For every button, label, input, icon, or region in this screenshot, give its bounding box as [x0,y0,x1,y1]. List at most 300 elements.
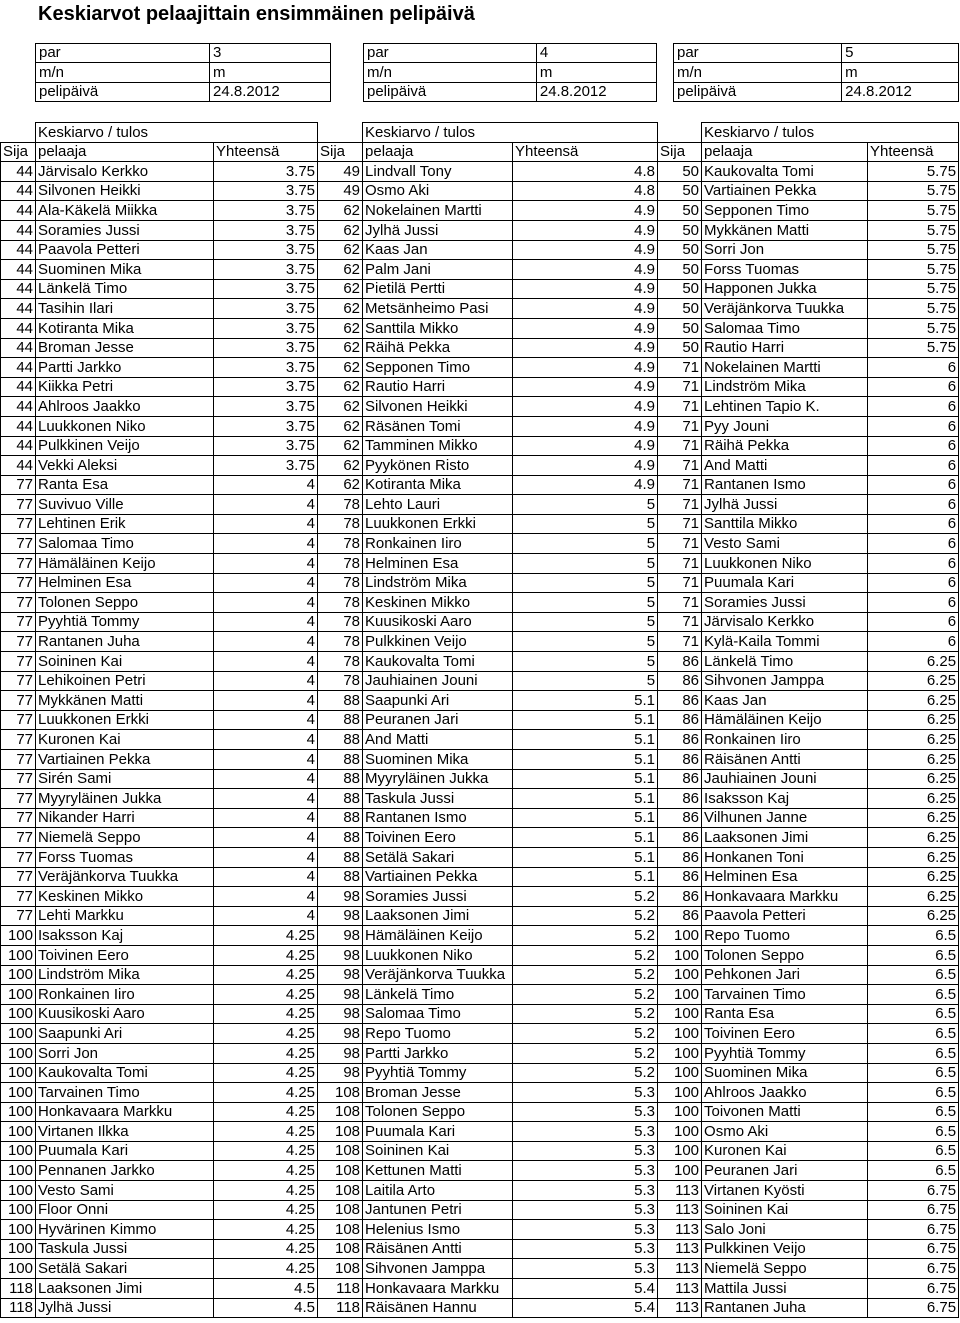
average-cell: 6.25 [868,906,959,926]
meta-value: 5 [842,44,959,63]
table-row [1,201,959,221]
average-cell: 5.75 [868,201,959,221]
table-row [1,945,959,965]
player-cell: Paavola Petteri [36,240,214,260]
rank-cell: 88 [318,808,363,828]
player-cell: Setälä Sakari [36,1259,214,1279]
average-cell: 3.75 [214,416,318,436]
player-cell: Ronkainen Iiro [363,534,513,554]
rank-cell: 78 [318,652,363,672]
average-cell: 5 [513,573,658,593]
average-cell: 5.3 [513,1259,658,1279]
rank-cell: 88 [318,730,363,750]
player-cell: Sorri Jon [702,240,868,260]
player-cell: Nikander Harri [36,808,214,828]
rank-cell: 71 [658,514,702,534]
rank-cell: 100 [658,1141,702,1161]
rank-cell: 100 [1,1083,36,1103]
rank-cell: 98 [318,1004,363,1024]
average-cell: 4.25 [214,965,318,985]
player-cell: Sirén Sami [36,769,214,789]
average-cell: 3.75 [214,220,318,240]
rank-cell: 78 [318,534,363,554]
rank-cell: 98 [318,1043,363,1063]
table-row [1,1181,959,1201]
average-cell: 4.25 [214,1122,318,1142]
table-row [1,534,959,554]
average-cell: 4.5 [214,1279,318,1299]
rank-cell: 98 [318,1024,363,1044]
average-cell: 4.25 [214,1102,318,1122]
player-cell: Sorri Jon [36,1043,214,1063]
average-cell: 3.75 [214,397,318,417]
player-cell: Kaas Jan [702,691,868,711]
player-cell: Myyryläinen Jukka [36,789,214,809]
player-cell: Niemelä Seppo [36,828,214,848]
rank-cell: 78 [318,573,363,593]
group-header-row [1,123,959,143]
rank-cell: 100 [658,1102,702,1122]
average-cell: 6 [868,514,959,534]
player-cell: Sihvonen Jamppa [702,671,868,691]
player-cell: Sepponen Timo [363,358,513,378]
player-cell: Broman Jesse [363,1083,513,1103]
player-cell: Rantanen Juha [36,632,214,652]
rank-cell: 50 [658,240,702,260]
column-header: pelaaja [363,142,513,162]
player-cell: Kaas Jan [363,240,513,260]
table-row [1,377,959,397]
meta-label: pelipäivä [364,82,537,101]
player-cell: Hämäläinen Keijo [363,926,513,946]
table-row [1,652,959,672]
average-cell: 6.75 [868,1239,959,1259]
average-cell: 4.25 [214,1239,318,1259]
player-cell: Niemelä Seppo [702,1259,868,1279]
meta-label: m/n [364,63,537,82]
meta-value: m [842,63,959,82]
average-cell: 5.2 [513,965,658,985]
meta-row [364,82,657,101]
player-cell: Repo Tuomo [363,1024,513,1044]
player-cell: Laaksonen Jimi [702,828,868,848]
average-cell: 5.1 [513,789,658,809]
meta-row [674,44,959,63]
column-header: pelaaja [36,142,214,162]
rank-cell: 62 [318,279,363,299]
meta-row [674,63,959,82]
average-cell: 4.25 [214,985,318,1005]
rank-cell: 100 [1,1004,36,1024]
rank-cell: 77 [1,534,36,554]
player-cell: Jylhä Jussi [36,1298,214,1318]
average-cell: 6 [868,436,959,456]
player-cell: Salomaa Timo [36,534,214,554]
table-row [1,338,959,358]
player-cell: Ahlroos Jaakko [36,397,214,417]
average-cell: 6 [868,593,959,613]
player-cell: Veräjänkorva Tuukka [36,867,214,887]
player-cell: Honkavaara Markku [363,1279,513,1299]
rank-cell: 88 [318,867,363,887]
average-cell: 4.9 [513,318,658,338]
rank-cell: 108 [318,1161,363,1181]
average-cell: 4 [214,691,318,711]
player-cell: Puumala Kari [363,1122,513,1142]
table-row [1,1024,959,1044]
rank-cell: 108 [318,1122,363,1142]
rank-cell: 77 [1,632,36,652]
player-cell: Puumala Kari [36,1141,214,1161]
player-cell: Saapunki Ari [363,691,513,711]
player-cell: Kaukovalta Tomi [363,652,513,672]
player-cell: Ronkainen Iiro [702,730,868,750]
average-cell: 5.75 [868,279,959,299]
player-cell: Ahlroos Jaakko [702,1083,868,1103]
rank-cell: 77 [1,887,36,907]
average-cell: 5.2 [513,906,658,926]
rank-cell: 86 [658,730,702,750]
rank-cell: 50 [658,162,702,182]
player-cell: Pyyhtiä Tommy [702,1043,868,1063]
rank-cell: 86 [658,906,702,926]
averages-table [0,122,959,1318]
average-cell: 4 [214,769,318,789]
average-cell: 4.9 [513,299,658,319]
group-header: Keskiarvo / tulos [363,123,658,143]
average-cell: 4.25 [214,1083,318,1103]
table-row [1,279,959,299]
rank-cell: 77 [1,495,36,515]
meta-label: par [36,44,210,63]
average-cell: 6 [868,416,959,436]
player-cell: Luukkonen Niko [36,416,214,436]
average-cell: 6.25 [868,789,959,809]
player-cell: Pulkkinen Veijo [363,632,513,652]
average-cell: 4 [214,573,318,593]
average-cell: 4.9 [513,397,658,417]
average-cell: 5.3 [513,1102,658,1122]
average-cell: 6.25 [868,652,959,672]
rank-cell: 77 [1,906,36,926]
average-cell: 4 [214,632,318,652]
player-cell: Helminen Esa [363,554,513,574]
table-row [1,573,959,593]
meta-row [36,44,331,63]
player-cell: Kuusikoski Aaro [36,1004,214,1024]
rank-cell: 49 [318,181,363,201]
player-cell: Happonen Jukka [702,279,868,299]
player-cell: Peuranen Jari [702,1161,868,1181]
player-cell: Pyykönen Risto [363,456,513,476]
table-row [1,416,959,436]
table-row [1,1200,959,1220]
rank-cell: 100 [1,1220,36,1240]
rank-cell: 44 [1,456,36,476]
rank-cell: 71 [658,397,702,417]
rank-cell: 98 [318,945,363,965]
player-cell: Suominen Mika [36,260,214,280]
average-cell: 3.75 [214,260,318,280]
player-cell: Sepponen Timo [702,201,868,221]
player-cell: Jauhiainen Jouni [702,769,868,789]
table-row [1,789,959,809]
average-cell: 5.75 [868,318,959,338]
average-cell: 6.75 [868,1220,959,1240]
player-cell: Rantanen Juha [702,1298,868,1318]
player-cell: Kuronen Kai [702,1141,868,1161]
table-row [1,906,959,926]
rank-cell: 113 [658,1259,702,1279]
average-cell: 4.8 [513,181,658,201]
table-row [1,1004,959,1024]
rank-cell: 108 [318,1083,363,1103]
player-cell: Laaksonen Jimi [363,906,513,926]
player-cell: Soininen Kai [363,1141,513,1161]
rank-cell: 62 [318,201,363,221]
average-cell: 5.1 [513,769,658,789]
average-cell: 5.3 [513,1239,658,1259]
meta-value: 3 [210,44,331,63]
player-cell: Ala-Käkelä Miikka [36,201,214,221]
average-cell: 5.4 [513,1298,658,1318]
average-cell: 6 [868,534,959,554]
average-cell: 4 [214,906,318,926]
average-cell: 4 [214,671,318,691]
player-cell: Metsänheimo Pasi [363,299,513,319]
rank-cell: 98 [318,1063,363,1083]
player-cell: Jylhä Jussi [702,495,868,515]
player-cell: Myyryläinen Jukka [363,769,513,789]
rank-cell: 100 [658,1024,702,1044]
player-cell: Rantanen Ismo [363,808,513,828]
rank-cell: 78 [318,554,363,574]
player-cell: Mykkänen Matti [36,691,214,711]
player-cell: Lindström Mika [363,573,513,593]
player-cell: Isaksson Kaj [702,789,868,809]
rank-cell: 71 [658,632,702,652]
table-row [1,1259,959,1279]
rank-cell: 71 [658,416,702,436]
rank-cell: 44 [1,240,36,260]
average-cell: 4 [214,593,318,613]
table-row [1,867,959,887]
rank-cell: 71 [658,593,702,613]
rank-cell: 77 [1,652,36,672]
player-cell: Suominen Mika [363,750,513,770]
player-cell: Palm Jani [363,260,513,280]
meta-label: pelipäivä [674,82,842,101]
table-row [1,1083,959,1103]
rank-cell: 62 [318,416,363,436]
round-info-par5 [673,43,959,102]
player-cell: Honkavaara Markku [702,887,868,907]
round-info-par3 [35,43,331,102]
player-cell: Osmo Aki [702,1122,868,1142]
average-cell: 6.25 [868,710,959,730]
rank-cell: 78 [318,671,363,691]
rank-cell: 50 [658,220,702,240]
player-cell: Pulkkinen Veijo [36,436,214,456]
rank-cell: 100 [658,926,702,946]
average-cell: 4.25 [214,1161,318,1181]
average-cell: 5.1 [513,828,658,848]
player-cell: Puumala Kari [702,573,868,593]
average-cell: 4.9 [513,240,658,260]
average-cell: 6.5 [868,1063,959,1083]
rank-cell: 100 [1,945,36,965]
rank-cell: 62 [318,260,363,280]
rank-cell: 71 [658,358,702,378]
rank-cell: 62 [318,220,363,240]
average-cell: 6 [868,573,959,593]
table-row [1,1102,959,1122]
column-header: Yhteensä [513,142,658,162]
meta-row [674,82,959,101]
rank-cell: 71 [658,436,702,456]
rank-cell: 62 [318,377,363,397]
rank-cell: 100 [1,1200,36,1220]
rank-cell: 113 [658,1298,702,1318]
rank-cell: 50 [658,318,702,338]
table-row [1,691,959,711]
rank-cell: 100 [1,1063,36,1083]
player-cell: Kylä-Kaila Tommi [702,632,868,652]
average-cell: 4 [214,789,318,809]
rank-cell: 77 [1,710,36,730]
rank-cell: 71 [658,612,702,632]
average-cell: 4.9 [513,475,658,495]
rank-cell: 100 [658,1004,702,1024]
average-cell: 6.5 [868,926,959,946]
table-row [1,926,959,946]
average-cell: 6.25 [868,867,959,887]
rank-cell: 88 [318,828,363,848]
table-row [1,632,959,652]
average-cell: 6.5 [868,1161,959,1181]
column-header: Sija [658,142,702,162]
meta-value: 24.8.2012 [536,82,656,101]
rank-cell: 77 [1,730,36,750]
player-cell: Rautio Harri [363,377,513,397]
meta-row [364,44,657,63]
rank-cell: 113 [658,1200,702,1220]
average-cell: 5.75 [868,240,959,260]
average-cell: 4.9 [513,456,658,476]
table-row [1,456,959,476]
average-cell: 6 [868,377,959,397]
player-cell: Suominen Mika [702,1063,868,1083]
average-cell: 5.4 [513,1279,658,1299]
rank-cell: 77 [1,867,36,887]
player-cell: Pyyhtiä Tommy [36,612,214,632]
player-cell: Hyvärinen Kimmo [36,1220,214,1240]
rank-cell: 62 [318,240,363,260]
player-cell: Forss Tuomas [36,847,214,867]
average-cell: 5.3 [513,1141,658,1161]
average-cell: 4.9 [513,201,658,221]
rank-cell: 118 [1,1279,36,1299]
rank-cell: 77 [1,789,36,809]
rank-cell: 62 [318,299,363,319]
average-cell: 5 [513,632,658,652]
rank-cell: 44 [1,260,36,280]
rank-cell: 86 [658,828,702,848]
player-cell: Pietilä Pertti [363,279,513,299]
table-row [1,1239,959,1259]
average-cell: 5 [513,671,658,691]
rank-cell: 100 [1,965,36,985]
average-cell: 5.1 [513,730,658,750]
blank-cell [658,123,702,143]
player-cell: Lehtinen Tapio K. [702,397,868,417]
table-row [1,1161,959,1181]
table-row [1,1298,959,1318]
player-cell: Kaukovalta Tomi [702,162,868,182]
player-cell: Vilhunen Janne [702,808,868,828]
rank-cell: 50 [658,338,702,358]
average-cell: 4 [214,475,318,495]
player-cell: Lehti Markku [36,906,214,926]
average-cell: 6.5 [868,985,959,1005]
average-cell: 4.9 [513,220,658,240]
player-cell: And Matti [702,456,868,476]
rank-cell: 88 [318,847,363,867]
rank-cell: 77 [1,828,36,848]
average-cell: 6 [868,495,959,515]
player-cell: Kettunen Matti [363,1161,513,1181]
group-header: Keskiarvo / tulos [702,123,959,143]
player-cell: Toivinen Eero [36,945,214,965]
rank-cell: 98 [318,965,363,985]
rank-cell: 71 [658,534,702,554]
table-row [1,260,959,280]
rank-cell: 71 [658,495,702,515]
player-cell: Räisänen Hannu [363,1298,513,1318]
average-cell: 6.5 [868,965,959,985]
page-title: Keskiarvot pelaajittain ensimmäinen pelipäivä [38,3,475,25]
round-info-par4 [363,43,657,102]
average-cell: 6.5 [868,1004,959,1024]
average-cell: 4.9 [513,260,658,280]
player-cell: Virtanen Ilkka [36,1122,214,1142]
rank-cell: 62 [318,436,363,456]
blank-cell [1,123,36,143]
rank-cell: 44 [1,377,36,397]
rank-cell: 44 [1,181,36,201]
player-cell: Hämäläinen Keijo [36,554,214,574]
average-cell: 5 [513,534,658,554]
average-cell: 3.75 [214,299,318,319]
rank-cell: 71 [658,573,702,593]
average-cell: 4 [214,750,318,770]
average-cell: 4.9 [513,279,658,299]
player-cell: Veräjänkorva Tuukka [702,299,868,319]
average-cell: 3.75 [214,318,318,338]
average-cell: 4.25 [214,1024,318,1044]
player-cell: Salomaa Timo [363,1004,513,1024]
rank-cell: 50 [658,279,702,299]
rank-cell: 100 [1,1181,36,1201]
rank-cell: 113 [658,1279,702,1299]
average-cell: 6 [868,475,959,495]
table-row [1,710,959,730]
average-cell: 4 [214,847,318,867]
rank-cell: 77 [1,769,36,789]
average-cell: 4.25 [214,1004,318,1024]
average-cell: 5.75 [868,181,959,201]
rank-cell: 50 [658,299,702,319]
